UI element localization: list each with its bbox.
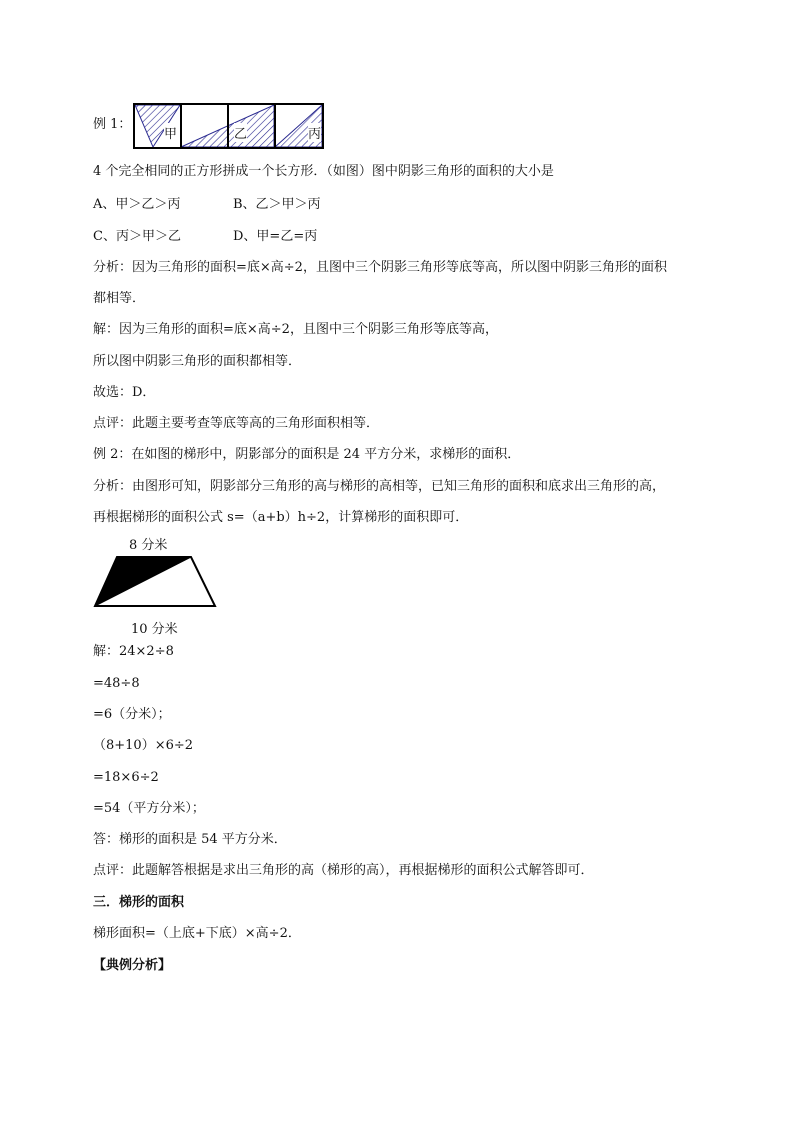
- squares-figure-svg: [133, 103, 324, 149]
- example1-solution-line1: 解：因为三角形的面积=底×高÷2，且图中三个阴影三角形等底等高，: [93, 322, 498, 337]
- trapezoid-figure: [93, 532, 217, 637]
- example2-analysis-line2: 再根据梯形的面积公式 s=（a+b）h÷2，计算梯形的面积即可．: [93, 510, 469, 525]
- label-bing: 丙: [308, 123, 321, 142]
- example2-answer: 答：梯形的面积是 54 平方分米．: [93, 832, 287, 847]
- example2-step-2: =48÷8: [93, 676, 140, 691]
- section3-subheading: 【典例分析】: [93, 958, 172, 973]
- trapezoid-top-label: 8 分米: [129, 538, 168, 553]
- squares-figure: [133, 103, 324, 149]
- example2-question: 例 2：在如图的梯形中，阴影部分的面积是 24 平方分米，求梯形的面积．: [93, 447, 521, 462]
- trapezoid-bottom-label: 10 分米: [131, 622, 178, 637]
- example2-step-5: =18×6÷2: [93, 770, 159, 785]
- option-a: A、甲＞乙＞丙: [93, 197, 181, 212]
- example1-analysis-line2: 都相等．: [93, 291, 146, 306]
- option-c: C、丙＞甲＞乙: [93, 229, 181, 244]
- example2-comment: 点评：此题解答根据是求出三角形的高（梯形的高），再根据梯形的面积公式解答即可．: [93, 863, 594, 878]
- label-jia: 甲: [164, 123, 177, 142]
- example2-step-3: =6（分米）；: [93, 707, 171, 722]
- example2-step-1: 解：24×2÷8: [93, 644, 174, 659]
- option-d: D、甲=乙=丙: [233, 229, 318, 244]
- option-b: B、乙＞甲＞丙: [233, 197, 321, 212]
- example2-step-6: =54（平方分米）；: [93, 801, 205, 816]
- example1-label: 例 1：: [93, 117, 132, 132]
- label-yi: 乙: [234, 123, 247, 142]
- example1-analysis-line1: 分析：因为三角形的面积=底×高÷2，且图中三个阴影三角形等底等高，所以图中阴影三角形的面积: [93, 260, 667, 275]
- example1-question: 4 个完全相同的正方形拼成一个长方形．（如图）图中阴影三角形的面积的大小是: [93, 164, 554, 179]
- example1-solution-line2: 所以图中阴影三角形的面积都相等．: [93, 354, 302, 369]
- example2-analysis-line1: 分析：由图形可知，阴影部分三角形的高与梯形的高相等，已知三角形的面积和底求出三角形的高，: [93, 479, 666, 494]
- example1-answer: 故选：D．: [93, 385, 156, 400]
- example1-comment: 点评：此题主要考查等底等高的三角形面积相等．: [93, 416, 380, 431]
- example2-step-4: （8+10）×6÷2: [93, 738, 194, 753]
- section3-heading: 三．梯形的面积: [93, 895, 185, 910]
- section3-formula: 梯形面积=（上底+下底）×高÷2．: [93, 926, 301, 941]
